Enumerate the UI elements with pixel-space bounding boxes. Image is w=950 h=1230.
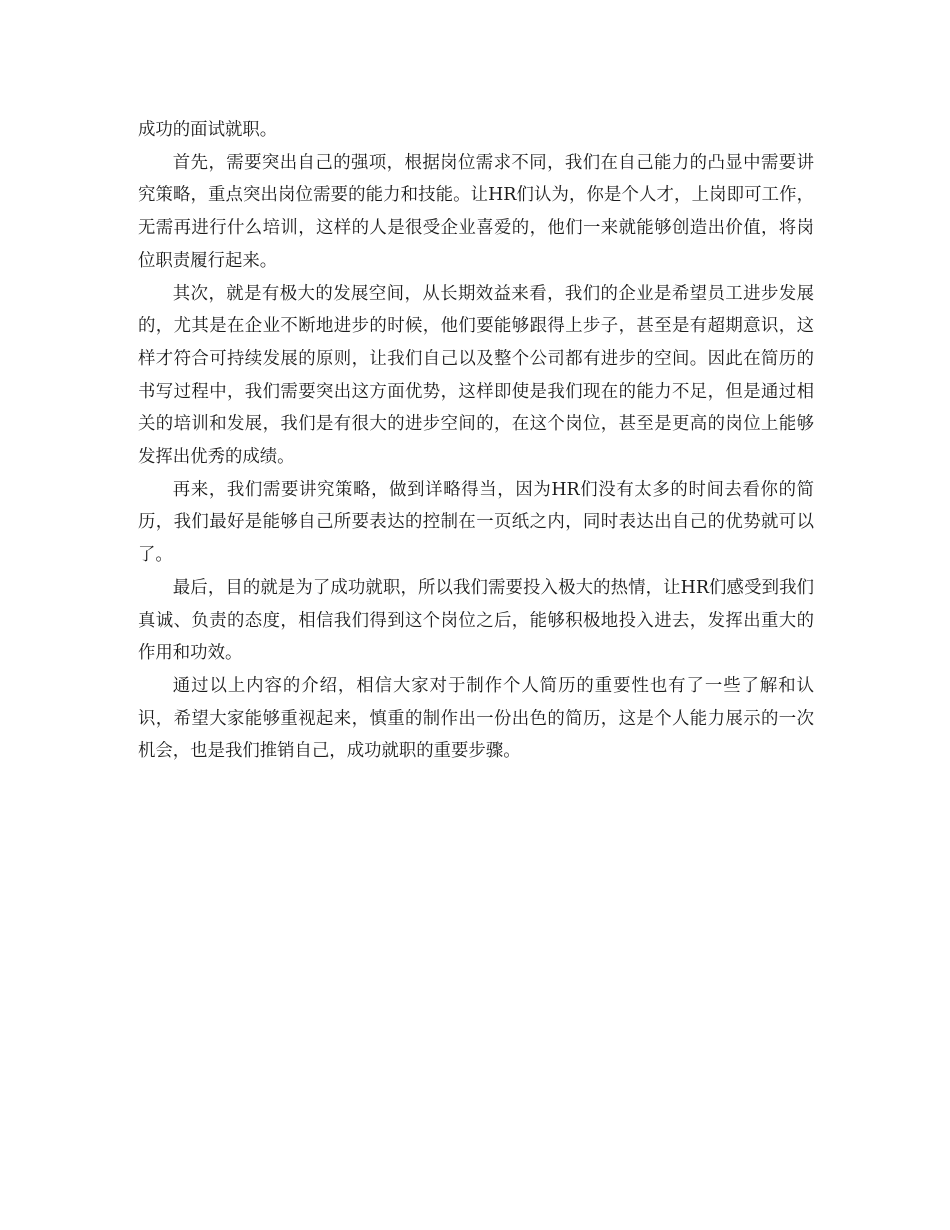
paragraph-conclusion: 通过以上内容的介绍，相信大家对于制作个人简历的重要性也有了一些了解和认识，希望大家能够重视起来，慎重的制作出一份出色的简历，这是个人能力展示的一次机会，也是我们推销自己，成功就职的重要步骤。 (138, 675, 814, 762)
paragraph-third-point: 再来，我们需要讲究策略，做到详略得当，因为HR们没有太多的时间去看你的简历，我们最好是能够自己所要表达的控制在一页纸之内，同时表达出自己的优势就可以了。 (138, 479, 814, 566)
paragraph-final-point: 最后，目的就是为了成功就职，所以我们需要投入极大的热情，让HR们感受到我们真诚、负责的态度，相信我们得到这个岗位之后，能够积极地投入进去，发挥出重大的作用和功效。 (138, 577, 814, 664)
paragraph-first-point: 首先，需要突出自己的强项，根据岗位需求不同，我们在自己能力的凸显中需要讲究策略，重点突出岗位需要的能力和技能。让HR们认为，你是个人才，上岗即可工作，无需再进行什么培训，这样的人是很受企业喜爱的，他们一来就能够创造出价值，将岗位职责履行起来。 (138, 152, 814, 271)
document-body (138, 114, 814, 768)
paragraph-second-point: 其次，就是有极大的发展空间，从长期效益来看，我们的企业是希望员工进步发展的，尤其是在企业不断地进步的时候，他们要能够跟得上步子，甚至是有超期意识，这样才符合可持续发展的原则，让我们自己以及整个公司都有进步的空间。因此在简历的书写过程中，我们需要突出这方面优势，这样即使是我们现在的能力不足，但是通过相关的培训和发展，我们是有很大的进步空间的，在这个岗位，甚至是更高的岗位上能够发挥出优秀的成绩。 (138, 283, 814, 468)
paragraph-continuation: 成功的面试就职。 (138, 120, 278, 140)
